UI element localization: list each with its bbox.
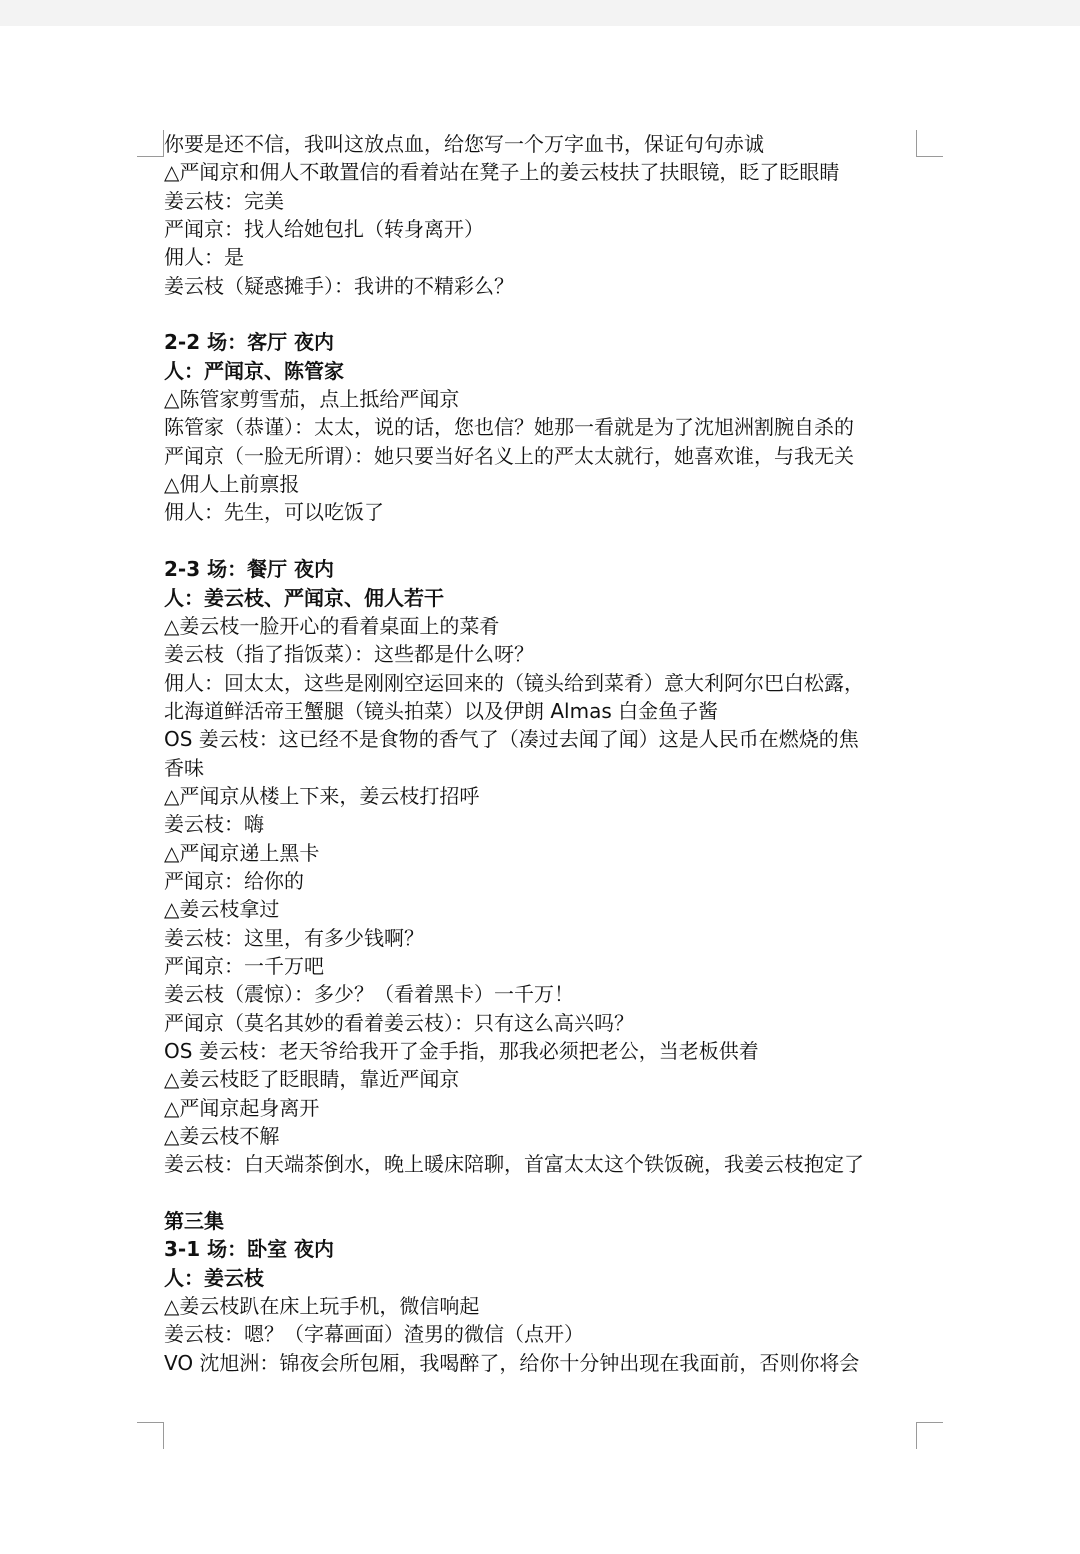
blank-line [164,300,924,328]
scene-heading-line: 人：姜云枝 [164,1265,264,1290]
script-line: 严闻京：给你的 [164,868,304,893]
margin-corner-top-left [137,130,164,157]
scene-heading-line: 第三集 [164,1209,224,1234]
script-line: 北海道鲜活帝王蟹腿（镜头拍菜）以及伊朗 Almas 白金鱼子酱 [164,698,719,723]
script-line: 姜云枝：白天端茶倒水，晚上暖床陪聊，首富太太这个铁饭碗，我姜云枝抱定了 [164,1152,864,1177]
margin-corner-bottom-right [916,1422,943,1449]
script-line: 佣人：先生，可以吃饭了 [164,500,384,525]
script-text-body [164,130,924,1377]
script-line: 香味 [164,755,204,780]
scene-heading-line: 3-1 场：卧室 夜内 [164,1237,335,1262]
script-line: 严闻京（一脸无所谓）：她只要当好名义上的严太太就行，她喜欢谁，与我无关 [164,443,854,468]
script-line: 姜云枝：嗯？（字幕画面）渣男的微信（点开） [164,1322,584,1347]
scene-heading-line: 人：姜云枝、严闻京、佣人若干 [164,585,444,610]
script-line: △严闻京从楼上下来，姜云枝打招呼 [164,783,480,808]
script-line: VO 沈旭洲：锦夜会所包厢，我喝醉了，给你十分钟出现在我面前，否则你将会 [164,1350,860,1375]
script-line: 佣人：回太太，这些是刚刚空运回来的（镜头给到菜肴）意大利阿尔巴白松露， [164,670,864,695]
script-line: △姜云枝眨了眨眼睛，靠近严闻京 [164,1067,460,1092]
scene-heading-line: 人：严闻京、陈管家 [164,358,344,383]
script-line: △陈管家剪雪茄，点上抵给严闻京 [164,387,460,412]
script-line: △姜云枝一脸开心的看着桌面上的菜肴 [164,613,500,638]
script-line: △严闻京递上黑卡 [164,840,320,865]
blank-line [164,527,924,555]
script-line: 陈管家（恭谨）：太太，说的话，您也信？她那一看就是为了沈旭洲割腕自杀的 [164,415,854,440]
script-line: △严闻京起身离开 [164,1095,320,1120]
scene-heading-line: 2-2 场：客厅 夜内 [164,330,335,355]
script-line: △佣人上前禀报 [164,472,300,497]
script-line: 严闻京：一千万吧 [164,953,324,978]
script-line: 姜云枝（指了指饭菜）：这些都是什么呀？ [164,642,534,667]
script-line: 严闻京（莫名其妙的看着姜云枝）：只有这么高兴吗？ [164,1010,634,1035]
script-line: 姜云枝：这里，有多少钱啊？ [164,925,424,950]
script-line: △姜云枝不解 [164,1124,280,1149]
script-line: 姜云枝（震惊）：多少？（看着黑卡）一千万！ [164,982,574,1007]
script-line: 姜云枝（疑惑摊手）：我讲的不精彩么？ [164,273,514,298]
script-line: 姜云枝：嗨 [164,812,264,837]
blank-line [164,1179,924,1207]
script-line: 严闻京：找人给她包扎（转身离开） [164,217,484,242]
scene-heading-line: 2-3 场：餐厅 夜内 [164,557,335,582]
script-line: 佣人：是 [164,245,244,270]
script-line: △姜云枝趴在床上玩手机，微信响起 [164,1294,480,1319]
script-line: △姜云枝拿过 [164,897,280,922]
script-line: 你要是还不信，我叫这放点血，给您写一个万字血书，保证句句赤诚 [164,132,764,156]
script-line: OS 姜云枝：这已经不是食物的香气了（凑过去闻了闻）这是人民币在燃烧的焦 [164,727,859,752]
script-line: △严闻京和佣人不敢置信的看着站在凳子上的姜云枝扶了扶眼镜，眨了眨眼睛 [164,160,840,185]
script-line: 姜云枝：完美 [164,188,284,213]
script-line: OS 姜云枝：老天爷给我开了金手指，那我必须把老公，当老板供着 [164,1039,759,1063]
margin-corner-bottom-left [137,1422,164,1449]
